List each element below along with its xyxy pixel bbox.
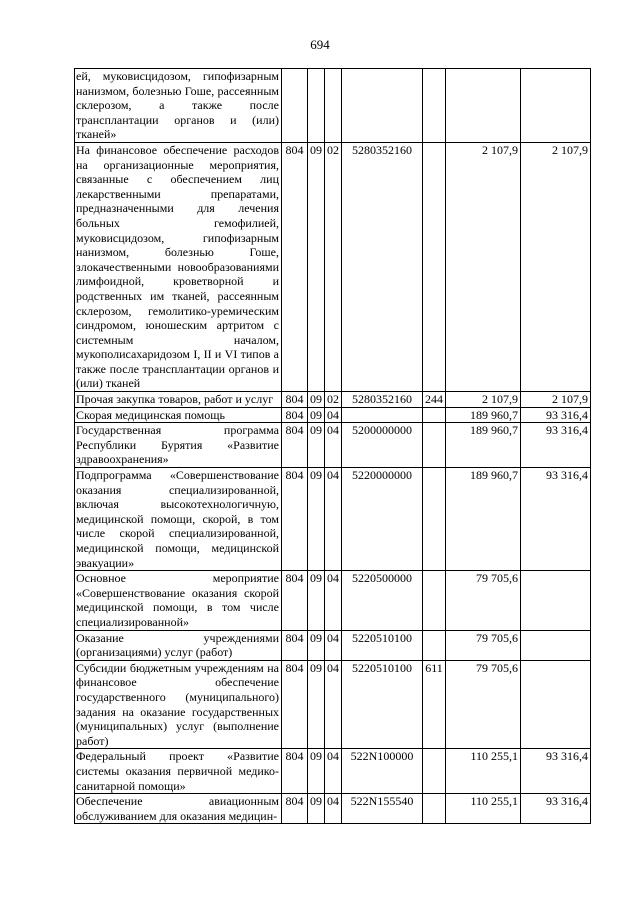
row-name-cell: Государственная программа Республики Бурятия «Развитие здравоохранения» bbox=[75, 423, 282, 468]
row-amount-1-cell: 110 255,1 bbox=[446, 749, 521, 794]
row-target-article-cell: 522N100000 bbox=[342, 749, 423, 794]
row-name-cell: Основное мероприятие «Совершенствование оказания скорой медицинской помощи, в том числе специализированной» bbox=[75, 571, 282, 630]
row-target-article-cell: 522N155540 bbox=[342, 794, 423, 824]
row-amount-2-cell: 93 316,4 bbox=[521, 468, 591, 571]
row-amount-1-cell: 79 705,6 bbox=[446, 630, 521, 660]
row-target-article-cell bbox=[342, 407, 423, 423]
row-target-article-cell: 5280352160 bbox=[342, 392, 423, 408]
row-target-article-cell: 5200000000 bbox=[342, 423, 423, 468]
row-section-cell: 09 bbox=[308, 423, 325, 468]
row-amount-1-cell: 189 960,7 bbox=[446, 468, 521, 571]
row-expense-type-cell bbox=[423, 749, 446, 794]
row-target-article-cell: 5220000000 bbox=[342, 468, 423, 571]
row-subsection-cell: 04 bbox=[325, 660, 342, 749]
row-name-cell: Федеральный проект «Развитие системы оказания первичной медико-санитарной помощи» bbox=[75, 749, 282, 794]
row-target-article-cell: 5280352160 bbox=[342, 142, 423, 391]
row-section-cell: 09 bbox=[308, 571, 325, 630]
row-name-cell: ей, муковисцидозом, гипофизарным нанизмом, болезнью Гоше, рассеянным склерозом, а также после трансплантации органов и (или) тканей» bbox=[75, 69, 282, 143]
row-subsection-cell: 04 bbox=[325, 571, 342, 630]
row-amount-2-cell: 2 107,9 bbox=[521, 392, 591, 408]
row-ministry-code-cell: 804 bbox=[282, 392, 308, 408]
row-expense-type-cell bbox=[423, 407, 446, 423]
row-amount-2-cell bbox=[521, 69, 591, 143]
row-ministry-code-cell: 804 bbox=[282, 630, 308, 660]
row-ministry-code-cell: 804 bbox=[282, 407, 308, 423]
page-number: 694 bbox=[310, 37, 330, 52]
row-section-cell: 09 bbox=[308, 407, 325, 423]
row-expense-type-cell bbox=[423, 571, 446, 630]
row-subsection-cell: 04 bbox=[325, 749, 342, 794]
row-subsection-cell: 02 bbox=[325, 142, 342, 391]
row-amount-1-cell: 2 107,9 bbox=[446, 142, 521, 391]
row-name-cell: Скорая медицинская помощь bbox=[75, 407, 282, 423]
row-expense-type-cell bbox=[423, 69, 446, 143]
table-row bbox=[75, 749, 591, 794]
table-row bbox=[75, 630, 591, 660]
table-row bbox=[75, 660, 591, 749]
table-row bbox=[75, 423, 591, 468]
row-subsection-cell: 04 bbox=[325, 423, 342, 468]
row-amount-2-cell: 93 316,4 bbox=[521, 749, 591, 794]
row-amount-1-cell: 2 107,9 bbox=[446, 392, 521, 408]
row-section-cell: 09 bbox=[308, 749, 325, 794]
row-expense-type-cell bbox=[423, 630, 446, 660]
row-subsection-cell: 04 bbox=[325, 794, 342, 824]
row-section-cell: 09 bbox=[308, 392, 325, 408]
row-amount-1-cell: 79 705,6 bbox=[446, 660, 521, 749]
row-ministry-code-cell: 804 bbox=[282, 749, 308, 794]
row-subsection-cell: 02 bbox=[325, 392, 342, 408]
row-subsection-cell: 04 bbox=[325, 468, 342, 571]
row-ministry-code-cell: 804 bbox=[282, 423, 308, 468]
row-target-article-cell: 5220510100 bbox=[342, 630, 423, 660]
row-target-article-cell bbox=[342, 69, 423, 143]
row-amount-2-cell: 2 107,9 bbox=[521, 142, 591, 391]
row-name-cell: На финансовое обеспечение расходов на организационные мероприятия, связанные с обеспечением лиц лекарственными препаратами, предназначенными для лечения больных гемофилией, муковисцидозом, гипофизарным нанизмом, болезнью Гоше, злокачественными новообразованиями лимфоидной, кроветворной и родственных им тканей, рассеянным склерозом, гемолитико-уремическим синдромом, юношеским артритом с системным началом, мукополисахаридозом I, II и VI типов а также после трансплантации органов и (или) тканей bbox=[75, 142, 282, 391]
row-section-cell bbox=[308, 69, 325, 143]
row-expense-type-cell: 611 bbox=[423, 660, 446, 749]
row-amount-2-cell bbox=[521, 660, 591, 749]
row-expense-type-cell bbox=[423, 468, 446, 571]
row-amount-1-cell: 189 960,7 bbox=[446, 407, 521, 423]
row-target-article-cell: 5220500000 bbox=[342, 571, 423, 630]
row-name-cell: Подпрограмма «Совершенствование оказания специализированной, включая высокотехнологичную, медицинской помощи, скорой, в том числе скорой специализированной, медицинской помощи, медицинской эвакуации» bbox=[75, 468, 282, 571]
row-section-cell: 09 bbox=[308, 794, 325, 824]
row-section-cell: 09 bbox=[308, 142, 325, 391]
row-name-cell: Обеспечение авиационным обслуживанием для оказания медицин- bbox=[75, 794, 282, 824]
row-amount-1-cell: 79 705,6 bbox=[446, 571, 521, 630]
row-ministry-code-cell: 804 bbox=[282, 794, 308, 824]
row-expense-type-cell: 244 bbox=[423, 392, 446, 408]
table-body bbox=[75, 69, 591, 824]
row-ministry-code-cell: 804 bbox=[282, 660, 308, 749]
row-expense-type-cell bbox=[423, 142, 446, 391]
table-row bbox=[75, 794, 591, 824]
row-amount-2-cell: 93 316,4 bbox=[521, 794, 591, 824]
budget-table bbox=[74, 68, 591, 824]
row-section-cell: 09 bbox=[308, 660, 325, 749]
row-ministry-code-cell: 804 bbox=[282, 571, 308, 630]
row-section-cell: 09 bbox=[308, 630, 325, 660]
row-name-cell: Прочая закупка товаров, работ и услуг bbox=[75, 392, 282, 408]
row-subsection-cell bbox=[325, 69, 342, 143]
table-row bbox=[75, 468, 591, 571]
row-amount-1-cell bbox=[446, 69, 521, 143]
table-row bbox=[75, 407, 591, 423]
row-expense-type-cell bbox=[423, 423, 446, 468]
table-row bbox=[75, 392, 591, 408]
table-row bbox=[75, 142, 591, 391]
row-amount-2-cell: 93 316,4 bbox=[521, 407, 591, 423]
row-expense-type-cell bbox=[423, 794, 446, 824]
row-ministry-code-cell: 804 bbox=[282, 468, 308, 571]
row-amount-2-cell bbox=[521, 630, 591, 660]
row-name-cell: Оказание учреждениями (организациями) услуг (работ) bbox=[75, 630, 282, 660]
table-row bbox=[75, 571, 591, 630]
row-amount-2-cell bbox=[521, 571, 591, 630]
table-row bbox=[75, 69, 591, 143]
row-amount-2-cell: 93 316,4 bbox=[521, 423, 591, 468]
row-target-article-cell: 5220510100 bbox=[342, 660, 423, 749]
row-amount-1-cell: 189 960,7 bbox=[446, 423, 521, 468]
row-ministry-code-cell: 804 bbox=[282, 142, 308, 391]
row-subsection-cell: 04 bbox=[325, 407, 342, 423]
row-name-cell: Субсидии бюджетным учреждениям на финансовое обеспечение государственного (муниципального) задания на оказание государственных (муниципальных) услуг (выполнение работ) bbox=[75, 660, 282, 749]
row-subsection-cell: 04 bbox=[325, 630, 342, 660]
row-amount-1-cell: 110 255,1 bbox=[446, 794, 521, 824]
row-ministry-code-cell bbox=[282, 69, 308, 143]
row-section-cell: 09 bbox=[308, 468, 325, 571]
